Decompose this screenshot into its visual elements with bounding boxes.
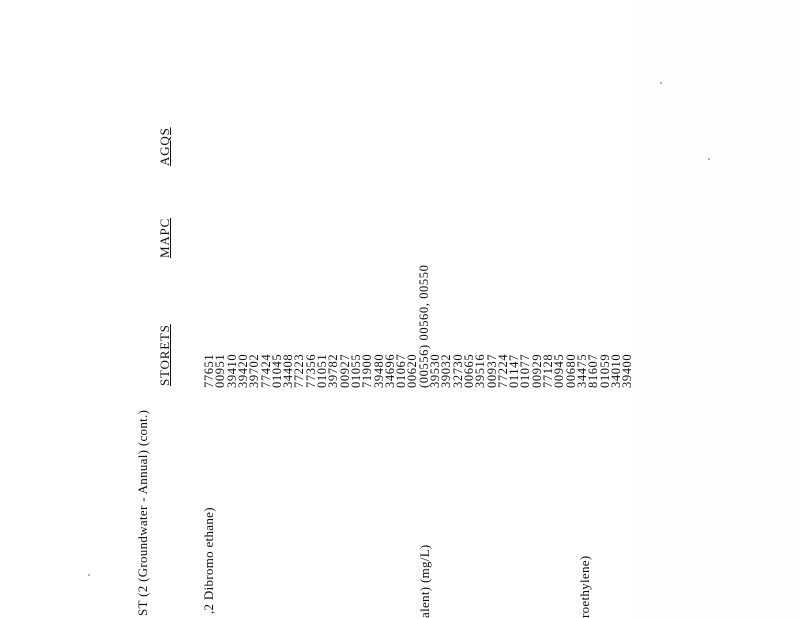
storet-number: 77223 bbox=[292, 353, 307, 388]
storet-number: 01077 bbox=[518, 353, 533, 388]
storet-number: 01051 bbox=[315, 353, 329, 388]
storet-number: 01045 bbox=[269, 353, 284, 388]
storet-number: 00680 bbox=[563, 353, 578, 388]
scan-speck bbox=[708, 158, 710, 160]
storet-number: 77424 bbox=[258, 353, 273, 388]
table-title: ST (2 (Groundwater - Annual) (cont.) bbox=[135, 409, 150, 616]
storet-number: 32730 bbox=[450, 353, 465, 388]
storet-number: 39480 bbox=[371, 353, 386, 388]
scan-speck bbox=[88, 574, 90, 576]
storet-number: 39516 bbox=[473, 353, 488, 388]
column-header-storets: STORETS bbox=[157, 324, 172, 386]
storet-number: 77224 bbox=[495, 353, 510, 388]
storet-number: 39702 bbox=[247, 353, 262, 388]
storet-number: 34475 bbox=[574, 353, 589, 388]
storet-number: 01055 bbox=[348, 353, 363, 388]
storet-number: 39400 bbox=[620, 353, 635, 388]
storet-number: 39420 bbox=[235, 353, 250, 388]
storet-number: 77128 bbox=[541, 353, 555, 388]
storet-number: 77651 bbox=[202, 353, 216, 388]
storet-number: 00929 bbox=[529, 353, 544, 388]
storet-number: 00620 bbox=[405, 353, 420, 388]
storet-number: 39032 bbox=[439, 353, 454, 388]
right-margin bbox=[636, 0, 800, 618]
column-header-mapc: MAPC bbox=[157, 217, 172, 258]
storet-number: 71900 bbox=[360, 353, 375, 388]
storet-number: 39782 bbox=[326, 353, 341, 388]
parameter-label-ethylene: roethylene) bbox=[577, 555, 592, 618]
storet-number: 01059 bbox=[597, 353, 612, 388]
storet-number: 77356 bbox=[303, 353, 318, 388]
storet-number: 34696 bbox=[382, 353, 397, 388]
storet-number: 00937 bbox=[484, 353, 499, 388]
storet-number: 34408 bbox=[281, 353, 296, 388]
storet-number: (00556) 00560, 00550 bbox=[416, 264, 431, 388]
storet-number: 81607 bbox=[586, 353, 601, 388]
left-margin bbox=[0, 0, 130, 618]
scan-speck bbox=[660, 82, 662, 84]
storet-number: 00951 bbox=[213, 353, 228, 388]
storet-number: 00927 bbox=[337, 353, 352, 388]
parameter-label-dibromo: ,2 Dibromo ethane) bbox=[201, 507, 216, 614]
storet-number: 01147 bbox=[507, 354, 522, 388]
parameter-label-equivalent: alent) (mg/L) bbox=[417, 544, 432, 618]
storet-number: 34010 bbox=[608, 353, 623, 388]
column-header-agqs: AGQS bbox=[157, 127, 172, 166]
storet-number: 39530 bbox=[428, 353, 442, 388]
storet-number: 00665 bbox=[461, 353, 476, 388]
storet-number: 01067 bbox=[394, 353, 409, 388]
storet-number: 00945 bbox=[552, 353, 567, 388]
storet-number: 39410 bbox=[224, 353, 239, 388]
